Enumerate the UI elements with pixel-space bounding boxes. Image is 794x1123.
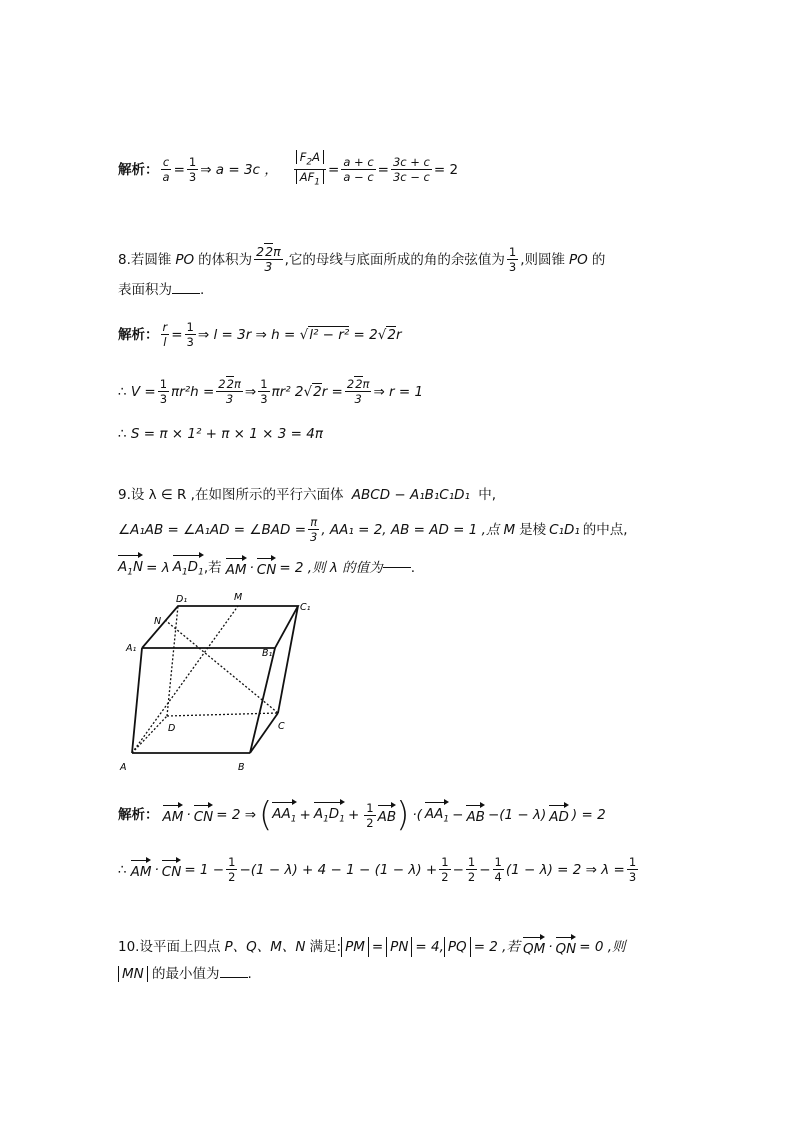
- q9-text-e: = λ: [146, 559, 170, 576]
- q9-line3: $A_1N$ = λ $A_1D_1$ ,若 AM · CN = 2 ,则 λ 的值为 .: [118, 553, 415, 583]
- label-d1: D₁: [176, 594, 188, 605]
- q10-text-c: = 4,: [415, 939, 444, 955]
- q9-point-m: M: [503, 521, 516, 538]
- q9-line1: [118, 485, 496, 505]
- frac-v2: $\frac{22\pi}{3}$: [218, 377, 241, 406]
- q10-line1: 10.设平面上四点 P、Q、M、N 满足: PM = PN = 4, PQ = 2 ,若 QM · QN = 0 ,则: [118, 935, 626, 959]
- frac-volume: $\frac{22\pi}{3}$: [256, 244, 281, 274]
- label-b: B: [238, 762, 245, 773]
- label-a: A: [120, 762, 127, 773]
- q9-text-d: 的中点,: [582, 521, 628, 538]
- q8-text-d: ,则圆锥: [520, 251, 566, 268]
- label-m: M: [234, 592, 243, 603]
- q8-po: PO: [175, 251, 195, 268]
- q7-analysis: 解析： $\frac{c}{a}$ = $\frac{1}{3}$ ⇒ a = 3c ， $\frac{F_2A}{AF_1}$ = $\frac{a + c}{a - c}$ = $\frac{3c + c}{3c - c}$ = 2: [118, 150, 459, 188]
- q9-analysis-2: ∴ AM · CN = 1 − $\frac{1}{2}$ −(1 − λ) + 4 − 1 − (1 − λ) + $\frac{1}{2}$ − $\frac{1}{2}$ − $\frac{1}{4}$ (1 − λ) = 2 ⇒ λ = $\frac{1}{3}$: [118, 855, 637, 884]
- q8-text-c: ,它的母线与底面所成的角的余弦值为: [284, 251, 505, 268]
- q10-points: P、Q、M、N: [224, 939, 306, 955]
- q8-text-f: 表面积为: [118, 282, 172, 298]
- q8-line2: [118, 280, 204, 300]
- label-n: N: [154, 616, 162, 627]
- label-c1: C₁: [300, 602, 311, 613]
- frac-cos: $\frac{1}{3}$: [508, 245, 517, 274]
- frac-f2a-af1: $\frac{F_2A}{AF_1}$: [294, 150, 326, 190]
- q10-text-b: 满足:: [309, 939, 342, 955]
- q9-text-g: = 2 ,则 λ 的值为: [279, 559, 383, 576]
- parallelepiped-figure: [110, 588, 330, 778]
- q8-jiexi-label: 解析：: [118, 326, 159, 343]
- q9-lengths: , AA₁ = 2, AB = AD = 1 ,点: [321, 521, 500, 538]
- frac-c-a: $\frac{c}{a}$: [162, 155, 170, 185]
- q7-eq1: ⇒ a = 3c ，: [200, 161, 278, 178]
- q9-jiexi-label: 解析：: [118, 807, 159, 823]
- q10-text-f: 的最小值为: [152, 966, 220, 982]
- q10-text-e: = 0 ,则: [579, 939, 626, 955]
- q9-edge: C₁D₁: [549, 521, 580, 538]
- q8-text-a: 8.若圆锥: [118, 251, 172, 268]
- q9-analysis-1: 解析： AM · CN = 2 ⇒ ( $AA_1$ + $A_1D_1$ + $\frac{1}{2}$ AB ) ·( $AA_1$ − AB −(1 − λ) AD ) = 2: [118, 795, 606, 835]
- frac-1-3b: $\frac{1}{3}$: [186, 320, 194, 349]
- frac-v1: $\frac{1}{3}$: [159, 377, 168, 406]
- frac-r-l: $\frac{r}{l}$: [162, 320, 168, 349]
- q8-analysis-3: ∴ S = π × 1² + π × 1 × 3 = 4π: [118, 426, 323, 442]
- frac-v4: $\frac{22\pi}{3}$: [346, 377, 370, 406]
- q8-line1: [118, 245, 605, 274]
- q10-text-d: = 2 ,若: [473, 939, 520, 955]
- label-c: C: [278, 721, 285, 732]
- q8-text-b: 的体积为: [198, 251, 253, 268]
- frac-v3: $\frac{1}{3}$: [260, 377, 268, 406]
- q9-text-h: .: [410, 559, 415, 576]
- q9-angles: ∠A₁AB = ∠A₁AD = ∠BAD =: [118, 521, 307, 538]
- q9-body: ABCD − A₁B₁C₁D₁: [351, 487, 470, 503]
- answer-blank: [172, 293, 200, 294]
- frac-3cpc: $\frac{3c + c}{3c - c}$: [392, 155, 430, 185]
- q9-text-b: 中,: [478, 487, 497, 503]
- q9-text-c: 是棱: [519, 521, 547, 538]
- q8-text-e: 的: [591, 251, 606, 268]
- q7-eq2: = 2: [433, 161, 459, 178]
- label-b1: B₁: [262, 648, 273, 659]
- answer-blank-2: [383, 567, 411, 568]
- q9-line2: [118, 515, 628, 544]
- q7-jiexi-label: 解析：: [118, 161, 159, 178]
- q10-text-a: 10.设平面上四点: [118, 939, 221, 955]
- label-d: D: [168, 723, 176, 734]
- frac-1-3: $\frac{1}{3}$: [188, 155, 197, 185]
- q8-analysis-1: 解析： $\frac{r}{l}$ = $\frac{1}{3}$ ⇒ l = 3r ⇒ h = √l² − r² = 2√2r: [118, 320, 402, 349]
- answer-blank-3: [220, 977, 248, 978]
- frac-pi-3: $\frac{\pi}{3}$: [310, 515, 318, 544]
- q8-analysis-2: ∴ V = $\frac{1}{3}$ πr²h = $\frac{22\pi}{3}$ ⇒ $\frac{1}{3}$ πr² 2√2r = $\frac{22\pi}{3}$ ⇒ r = 1: [118, 377, 424, 406]
- q8-text-g: .: [200, 282, 205, 298]
- q10-line2: MN 的最小值为 .: [118, 964, 252, 984]
- q9-text-a: 9.设 λ ∈ R ,在如图所示的平行六面体: [118, 487, 344, 503]
- q10-text-g: .: [247, 966, 252, 982]
- label-a1: A₁: [126, 643, 137, 654]
- frac-apc-amc: $\frac{a + c}{a - c}$: [343, 155, 374, 185]
- q9-text-f: ,若: [203, 559, 222, 576]
- q8-po-2: PO: [569, 251, 588, 268]
